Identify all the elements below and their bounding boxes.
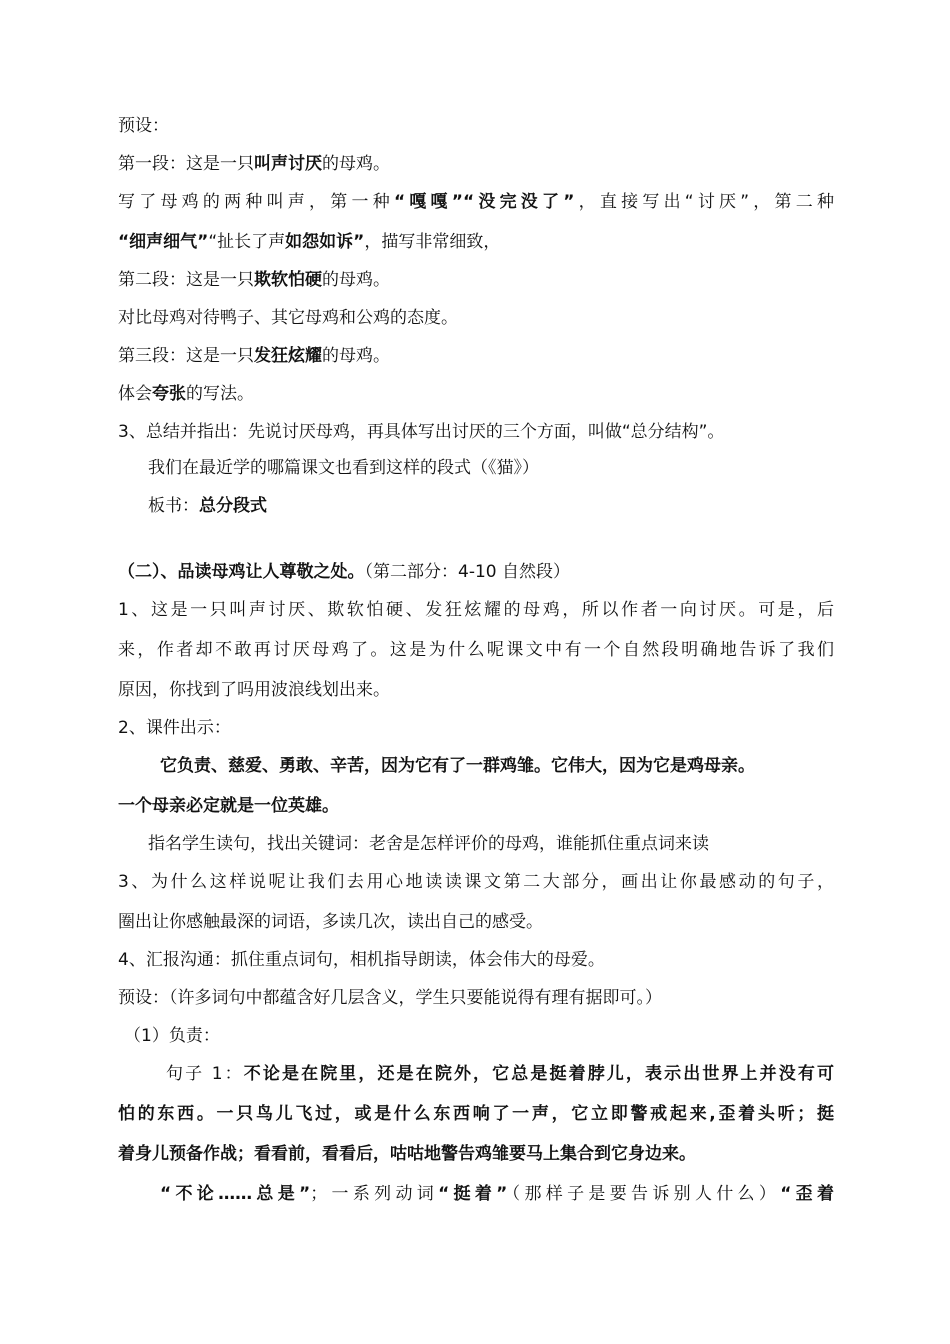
text-line-24 bbox=[124, 1025, 840, 1047]
text-segment: 我们在最近学的哪篇课文也看到这样的段式（《猫》） bbox=[148, 458, 539, 478]
bold-text: 怕的东西。一只鸟儿飞过，或是什么东西响了一声，它立即警戒起来,歪着头听；挺 bbox=[118, 1104, 834, 1124]
bold-text: 不论是在院里，还是在院外，它总是挺着脖儿，表示出世界上并没有可 bbox=[243, 1064, 834, 1084]
text-segment: ，描写非常细致， bbox=[364, 232, 501, 252]
text-segment: 4、汇报沟通：抓住重点词句，相机指导朗读，体会伟大的母爱。 bbox=[118, 950, 605, 970]
text-line-6 bbox=[118, 307, 834, 329]
text-line-22 bbox=[118, 949, 834, 971]
text-line-11 bbox=[148, 495, 864, 517]
text-line-1 bbox=[118, 115, 834, 137]
text-line-10 bbox=[148, 457, 864, 479]
text-line-2 bbox=[118, 153, 834, 175]
text-segment: “扯长了声 bbox=[208, 232, 286, 252]
text-segment: 写了母鸡的两种叫声，第一种 bbox=[118, 192, 394, 212]
text-segment: 2、课件出示： bbox=[118, 718, 231, 738]
text-line-8 bbox=[118, 383, 834, 405]
text-line-7 bbox=[118, 345, 834, 367]
bold-text: “细声细气” bbox=[118, 232, 209, 252]
bold-text: （二）、品读母鸡让人尊敬之处。 bbox=[118, 562, 365, 582]
text-line-20 bbox=[118, 871, 834, 893]
text-line-9 bbox=[118, 421, 834, 443]
section-heading bbox=[118, 561, 834, 583]
bold-text: 叫声讨厌 bbox=[254, 154, 322, 174]
text-segment: （第二部分：4-10 自然段） bbox=[364, 562, 570, 582]
text-segment: 原因，你找到了吗用波浪线划出来。 bbox=[118, 680, 390, 700]
bold-text: 夸张 bbox=[152, 384, 186, 404]
bold-text: “挺着” bbox=[438, 1184, 508, 1204]
text-segment: 第一段：这是一只 bbox=[118, 154, 254, 174]
text-line-21 bbox=[118, 911, 834, 933]
bold-text: 欺软怕硬 bbox=[254, 270, 322, 290]
text-line-15 bbox=[118, 679, 834, 701]
text-segment: ；一系列动词 bbox=[310, 1184, 439, 1204]
sentence-line-3 bbox=[118, 1143, 834, 1165]
text-line-3 bbox=[118, 191, 834, 213]
text-segment: 3、总结并指出：先说讨厌母鸡，再具体写出讨厌的三个方面，叫做“总分结构”。 bbox=[118, 422, 725, 442]
text-line-16 bbox=[118, 717, 834, 739]
text-line-28 bbox=[160, 1183, 834, 1205]
text-segment: 的写法。 bbox=[186, 384, 254, 404]
text-segment: 指名学生读句，找出关键词：老舍是怎样评价的母鸡，谁能抓住重点词来读 bbox=[148, 834, 709, 854]
sentence-line-1 bbox=[166, 1063, 834, 1085]
text-segment: 圈出让你感触最深的词语，多读几次，读出自己的感受。 bbox=[118, 912, 543, 932]
text-line-5 bbox=[118, 269, 834, 291]
text-segment: 的母鸡。 bbox=[322, 270, 390, 290]
text-segment: 3、为什么这样说呢让我们去用心地读读课文第二大部分，画出让你最感动的句子， bbox=[118, 872, 834, 892]
bold-text: 如怨如诉” bbox=[285, 232, 365, 252]
text-segment: （那样子是要告诉别人什么） bbox=[507, 1184, 781, 1204]
text-line-19 bbox=[148, 833, 864, 855]
bold-text: 它负责、慈爱、勇敢、辛苦，因为它有了一群鸡雏。它伟大，因为它是鸡母亲。 bbox=[160, 756, 755, 776]
text-segment: ，直接写出“讨厌”，第二种 bbox=[574, 192, 834, 212]
quote-line-1 bbox=[160, 755, 876, 777]
text-line-13 bbox=[118, 599, 834, 621]
text-line-4 bbox=[118, 231, 834, 253]
text-segment: 预设：（许多词句中都蕴含好几层含义，学生只要能说得有理有据即可。） bbox=[118, 988, 662, 1008]
bold-text: “不论……总是” bbox=[160, 1184, 311, 1204]
quote-line-2 bbox=[118, 795, 834, 817]
text-segment: 句子 1： bbox=[166, 1064, 244, 1084]
bold-text: 一个母亲必定就是一位英雄。 bbox=[118, 796, 339, 816]
sentence-line-2 bbox=[118, 1103, 834, 1125]
text-segment: 第二段：这是一只 bbox=[118, 270, 254, 290]
bold-text: 着身儿预备作战；看看前，看看后，咕咕地警告鸡雏要马上集合到它身边来。 bbox=[118, 1144, 696, 1164]
text-segment: （1）负责： bbox=[124, 1026, 220, 1046]
text-segment: 来，作者却不敢再讨厌母鸡了。这是为什么呢课文中有一个自然段明确地告诉了我们 bbox=[118, 640, 834, 660]
text-segment: 体会 bbox=[118, 384, 152, 404]
bold-text: 发狂炫耀 bbox=[254, 346, 322, 366]
text-segment: 对比母鸡对待鸭子、其它母鸡和公鸡的态度。 bbox=[118, 308, 458, 328]
text-segment: 第三段：这是一只 bbox=[118, 346, 254, 366]
text-segment: 的母鸡。 bbox=[322, 154, 390, 174]
bold-text: “歪着 bbox=[780, 1184, 834, 1204]
text-line-23 bbox=[118, 987, 834, 1009]
text-segment: 板书： bbox=[148, 496, 199, 516]
text-segment: 的母鸡。 bbox=[322, 346, 390, 366]
text-segment: 1、这是一只叫声讨厌、欺软怕硬、发狂炫耀的母鸡，所以作者一向讨厌。可是，后 bbox=[118, 600, 834, 620]
text-segment: 预设： bbox=[118, 116, 169, 136]
text-line-14 bbox=[118, 639, 834, 661]
bold-text: 总分段式 bbox=[199, 496, 267, 516]
bold-text: “嘎嘎”“没完没了” bbox=[393, 192, 575, 212]
